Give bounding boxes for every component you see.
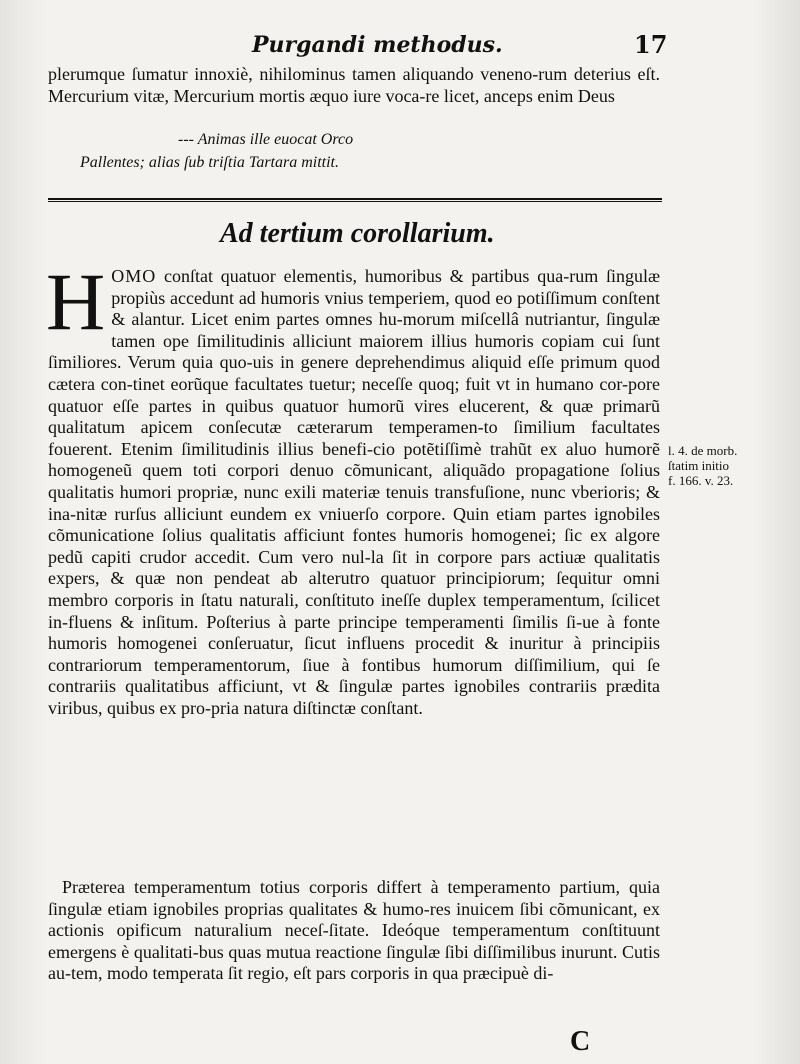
running-title: Purgandi methodus.: [252, 32, 503, 58]
drop-cap: H: [46, 256, 106, 347]
second-paragraph: Præterea temperamentum totius corporis differt à temperamento partium, quia ſingulæ etiam ignobiles proprias qualitates & humo-res inuicem ſibi cõmunicant, ex actionis opificum naturalium neceſ-ſitate. Ideóque temperamentum conſtituunt emergens è qualitati-bus quas mutua reactione ſingulæ ſibi diſſimilibus inurunt. Cutis au-tem, modo temperata ſit regio, eſt pars corporis in qua præcipuè di-: [48, 877, 660, 984]
first-word: OMO: [111, 266, 157, 286]
top-paragraph: plerumque ſumatur innoxiè, nihilominus tamen aliquando veneno-rum deterius eſt. Mercurium vitæ, Mercurium mortis æquo iure voca-re licet, anceps enim Deus: [48, 64, 660, 106]
verse-quote: [80, 128, 500, 174]
section-rule-thick: [48, 198, 662, 200]
main-paragraph: [46, 256, 660, 719]
main-paragraph-text: conſtat quatuor elementis, humoribus & partibus qua-rum ſingulæ propiùs accedunt ad humoris vnius temperiem, quod eo potiſſimum conſtent & alantur. Licet enim partes omnes hu-morum miſcellâ nutriantur, ſingulæ tamen ope ſimilitudinis alliciunt maiorem illius humoris copiam cui ſunt ſimiliores. Verum quia quo-uis in genere deprehendimus aliquid eſſe primum quod cætera con-tinet eorũque facultates tuetur; neceſſe quoq; fuit vt in humano cor-pore quatuor eſſe partes in quibus quatuor humorũ vires elucerent, & quæ primarũ qualitatum apicem conſecutæ cæterarum temperamen-to ſimilium facultates fouerent. Etenim ſimilitudinis illius benefi-cio potẽtiſſimè trahũt ex aluo humorẽ homogeneũ quem toti corpori denuo cõmunicant, aliquãdo propagatione ſolius qualitatis humori propriæ, nunc exili materiæ tenuis transfuſione, nunc vberioris; & ina-nitæ rurſus alliciunt eundem ex vniuerſo corpore. Quin etiam partes ignobiles cõmunicatione ſolius qualitatis afficiunt fontes humoris homogenei; ſic ex algore pedũ capiti crudor accedit. Cum vero nul-la ſit in corpore pars actiuæ qualitatis expers, & quæ non pendeat ab alterutro quatuor principiorum; ſequitur omni membro corporis in ſtatu naturali, conſtituto ineſſe duplex temperamentum, ſcilicet in-fluens & inſitum. Poſterius à parte principe temperamenti ſimilis ſi-ue à fonte humoris homogenei conſeruatur, ſicut influens procedit & inuritur à principiis contrariorum temperamentorum, ſiue à fontibus humorum diſſimilium, qui ſe contrariis qualitatibus afficiunt, vt & ſingulæ partes ignobiles contrariis prædita viribus, quibus ex pro-pria natura diſtinctæ conſtant.: [48, 266, 660, 718]
signature-mark: C: [570, 1026, 591, 1057]
marginal-note-line-1: l. 4. de morb.: [668, 443, 738, 458]
marginal-note-line-2: ſtatim initio: [668, 458, 730, 473]
section-title: Ad tertium corollarium.: [220, 218, 495, 249]
quote-line-2: Pallentes; alias ſub triſtia Tartara mittit.: [80, 154, 339, 171]
marginal-note-line-3: f. 166. v. 23.: [668, 473, 734, 488]
quote-line-1: --- Animas ille euocat Orco: [178, 131, 354, 148]
marginal-note: [668, 443, 788, 488]
page-header: [0, 22, 800, 62]
section-rule-thin: [48, 201, 662, 202]
page-number: 17: [634, 30, 668, 59]
